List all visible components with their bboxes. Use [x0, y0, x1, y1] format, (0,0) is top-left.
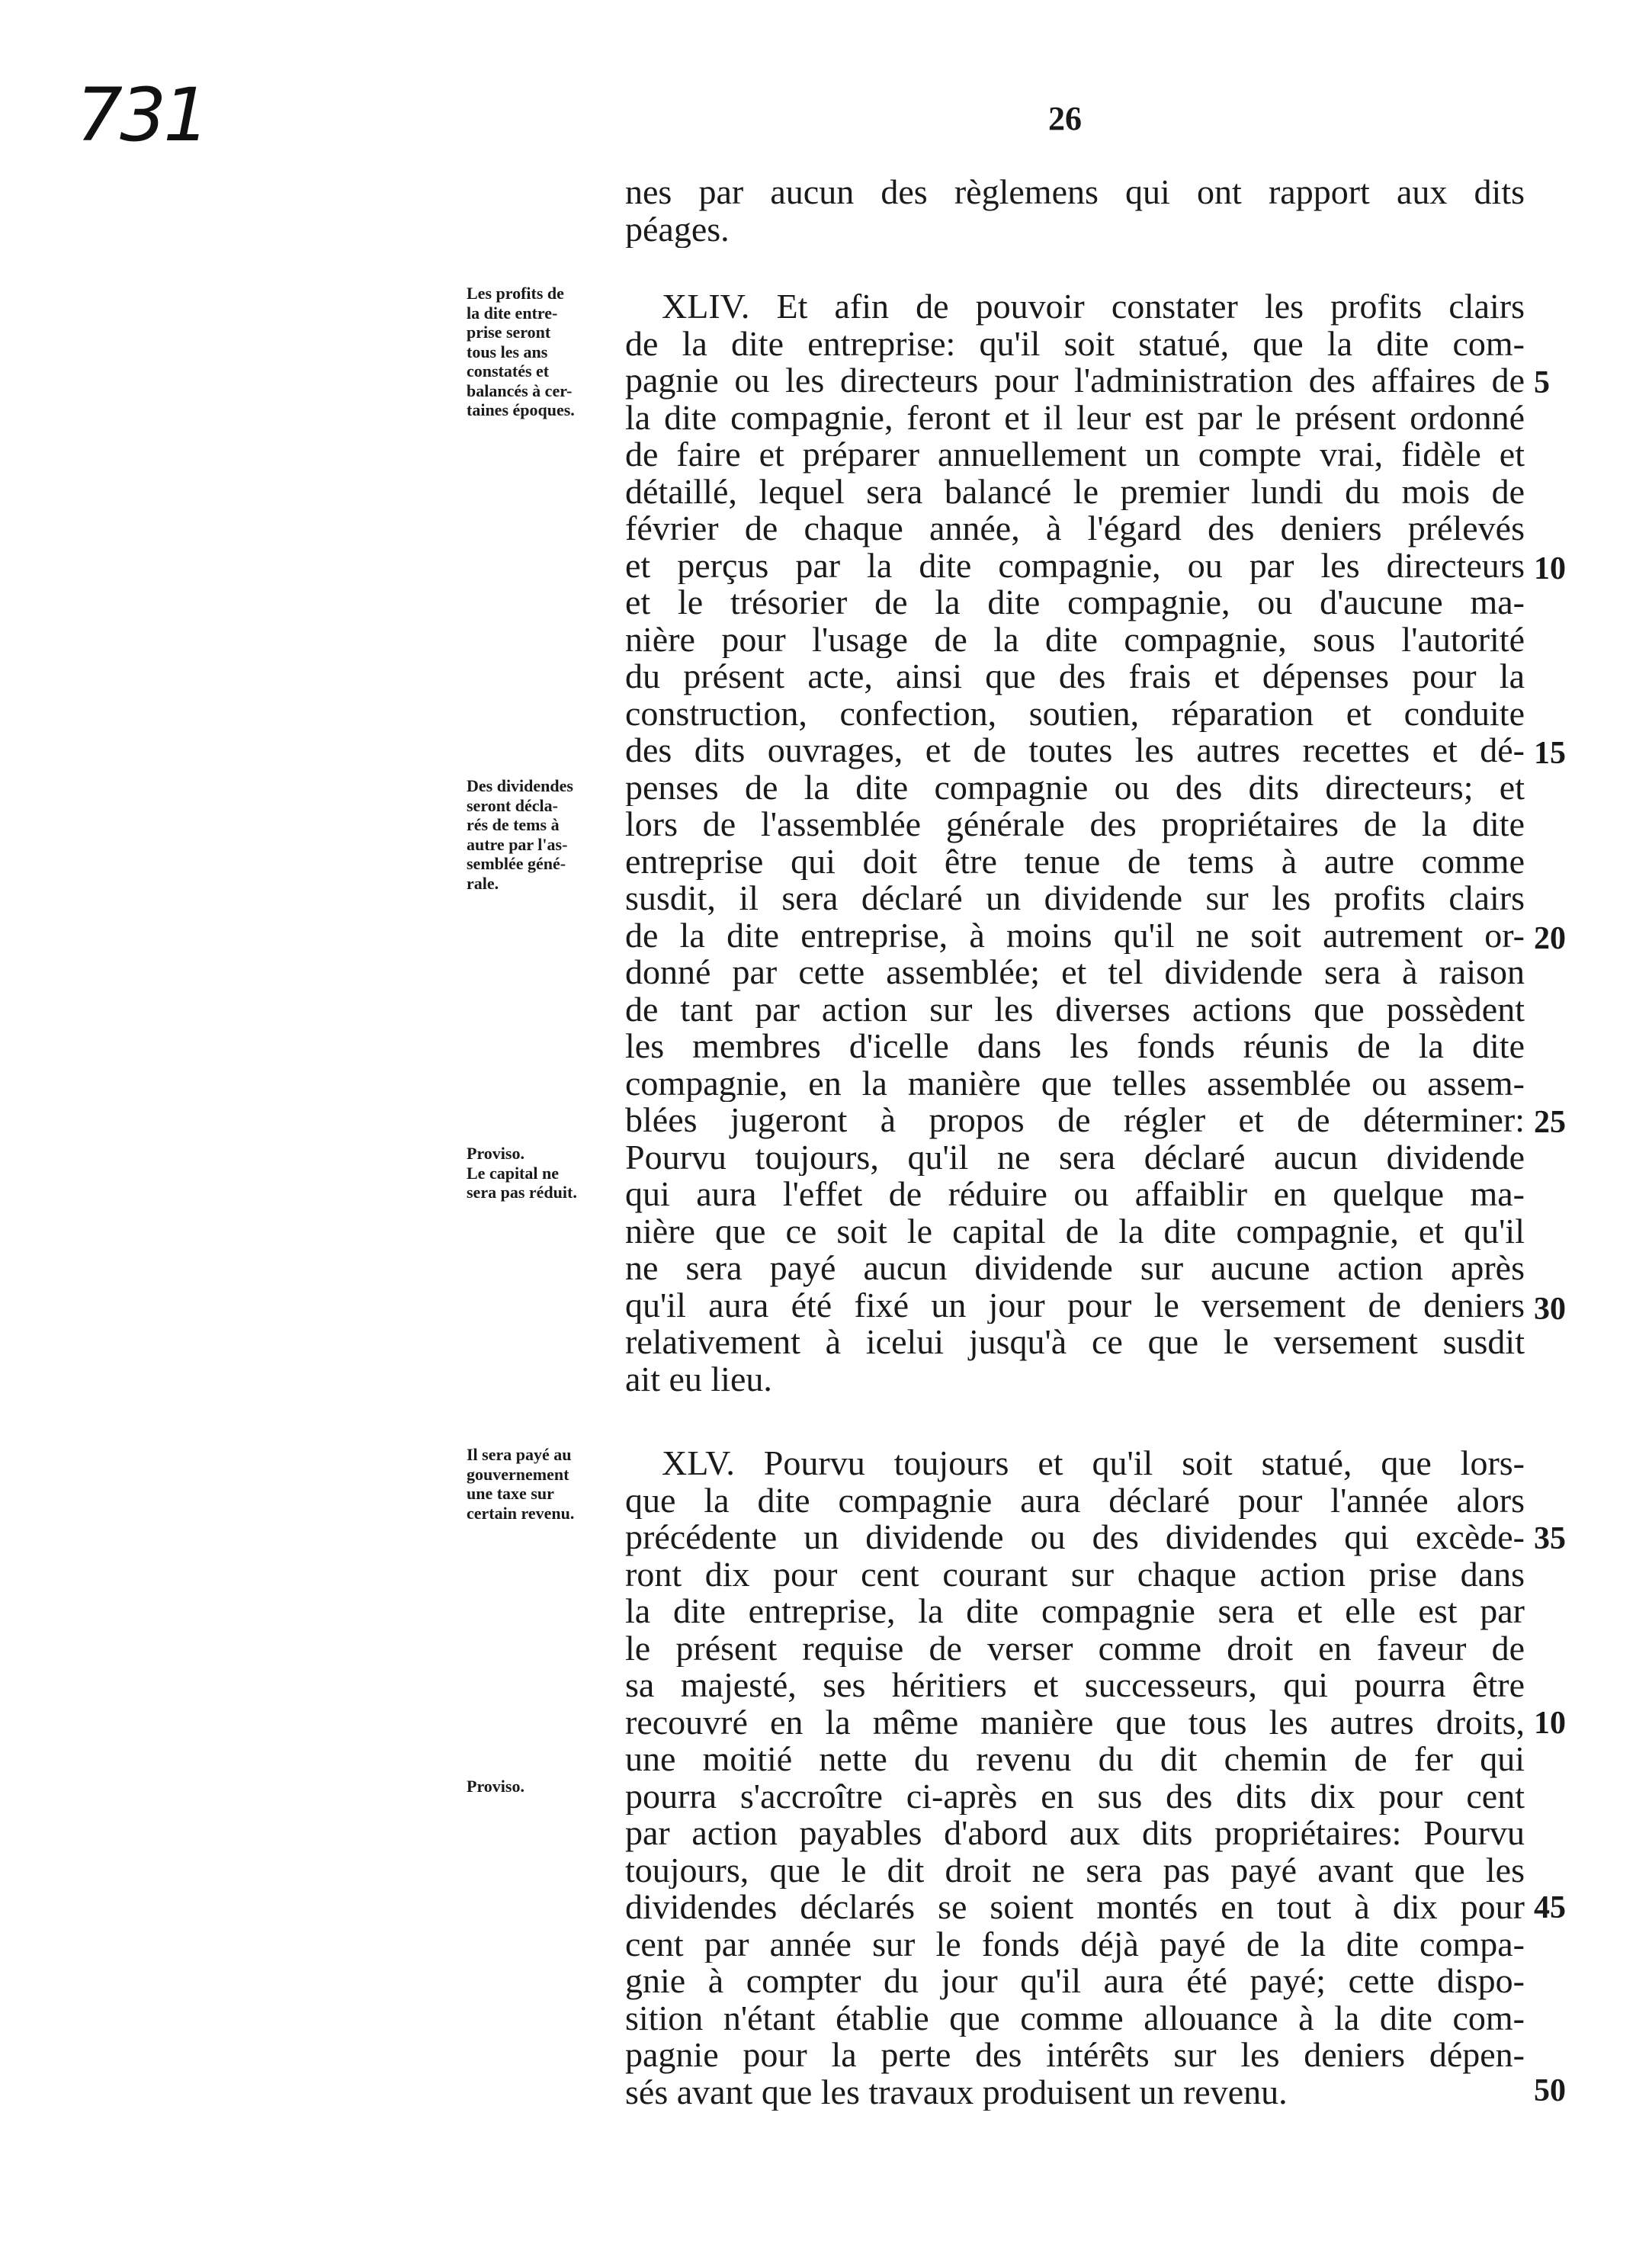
- text-line: péages.: [625, 210, 730, 248]
- text-block-continuation: [625, 174, 1525, 248]
- text-line: le présent requise de verser comme droit en faveur de: [625, 1629, 1525, 1667]
- text-line: la dite compagnie, feront et il leur est par le présent ordonné: [625, 399, 1525, 436]
- text-line: construction, confection, soutien, réparation et conduite: [625, 695, 1525, 732]
- text-line: précédente un dividende ou des dividendes qui excède-: [625, 1519, 1525, 1556]
- text-line: blées jugeront à propos de régler et de déterminer:: [625, 1102, 1525, 1139]
- text-line: sition n'étant établie que comme allouance à la dite com-: [625, 1999, 1525, 2037]
- margin-note-dividends: Des dividendes seront décla- rés de tems à autre par l'as- semblée géné- rale.: [467, 776, 573, 893]
- page-number: 26: [1048, 100, 1082, 137]
- text-line: nes par aucun des règlemens qui ont rapport aux dits: [625, 174, 1525, 211]
- text-line: de la dite entreprise, à moins qu'il ne soit autrement or-: [625, 917, 1525, 954]
- text-line: les membres d'icelle dans les fonds réunis de la dite: [625, 1028, 1525, 1065]
- text-line: pagnie pour la perte des intérêts sur les deniers dépen-: [625, 2037, 1525, 2074]
- line-number: 25: [1534, 1105, 1566, 1140]
- text-line: gnie à compter du jour qu'il aura été payé; cette dispo-: [625, 1963, 1525, 2000]
- text-line: de faire et préparer annuellement un compte vrai, fidèle et: [625, 436, 1525, 474]
- text-line: nière que ce soit le capital de la dite compagnie, et qu'il: [625, 1212, 1525, 1250]
- section-xliv: [625, 288, 1525, 1398]
- text-line: nière pour l'usage de la dite compagnie, sous l'autorité: [625, 621, 1525, 658]
- text-line: pagnie ou les directeurs pour l'administration des affaires de: [625, 362, 1525, 400]
- margin-note-capital: Proviso. Le capital ne sera pas réduit.: [467, 1144, 577, 1202]
- section-xlv: [625, 1445, 1525, 2111]
- text-line: et le trésorier de la dite compagnie, ou d'aucune ma-: [625, 584, 1525, 621]
- text-line: sa majesté, ses héritiers et successeurs, qui pourra être: [625, 1667, 1525, 1704]
- margin-note-proviso: Proviso.: [467, 1777, 524, 1796]
- margin-note-tax: Il sera payé au gouvernement une taxe sur certain revenu.: [467, 1445, 575, 1523]
- text-line: qu'il aura été fixé un jour pour le versement de deniers: [625, 1286, 1525, 1324]
- text-line: une moitié nette du revenu du dit chemin de fer qui: [625, 1741, 1525, 1778]
- text-line: février de chaque année, à l'égard des deniers prélevés: [625, 510, 1525, 547]
- text-line: que la dite compagnie aura déclaré pour l'année alors: [625, 1482, 1525, 1519]
- text-line: penses de la dite compagnie ou des dits directeurs; et: [625, 769, 1525, 806]
- text-line: par action payables d'abord aux dits propriétaires: Pourvu: [625, 1815, 1525, 1852]
- text-line: XLV. Pourvu toujours et qu'il soit statué, que lors-: [662, 1445, 1525, 1482]
- text-line: toujours, que le dit droit ne sera pas payé avant que les: [625, 1851, 1525, 1889]
- line-number: 20: [1534, 921, 1566, 956]
- line-number: 45: [1534, 1890, 1566, 1925]
- text-line: relativement à icelui jusqu'à ce que le versement susdit: [625, 1324, 1525, 1361]
- line-number: 10: [1534, 551, 1566, 586]
- text-line: ne sera payé aucun dividende sur aucune action après: [625, 1250, 1525, 1287]
- line-number: 5: [1534, 365, 1550, 400]
- text-line: ront dix pour cent courant sur chaque action prise dans: [625, 1556, 1525, 1593]
- text-line: la dite entreprise, la dite compagnie sera et elle est par: [625, 1593, 1525, 1630]
- text-line: susdit, il sera déclaré un dividende sur les profits clairs: [625, 880, 1525, 917]
- text-line: compagnie, en la manière que telles assemblée ou assem-: [625, 1064, 1525, 1102]
- line-number: 50: [1534, 2073, 1566, 2108]
- text-line: recouvré en la même manière que tous les autres droits,: [625, 1703, 1525, 1741]
- margin-note-profits: Les profits de la dite entre- prise seront tous les ans constatés et balancés à cer- taines époques.: [467, 284, 575, 419]
- text-line: du présent acte, ainsi que des frais et dépenses pour la: [625, 658, 1525, 695]
- text-line: sés avant que les travaux produisent un revenu.: [625, 2073, 1288, 2111]
- text-line: de tant par action sur les diverses actions que possèdent: [625, 990, 1525, 1028]
- text-line: XLIV. Et afin de pouvoir constater les profits clairs: [662, 288, 1525, 326]
- text-line: entreprise qui doit être tenue de tems à autre comme: [625, 843, 1525, 880]
- line-number: 30: [1534, 1292, 1566, 1327]
- text-line: lors de l'assemblée générale des propriétaires de la dite: [625, 806, 1525, 843]
- text-line: cent par année sur le fonds déjà payé de la dite compa-: [625, 1925, 1525, 1963]
- text-line: détaillé, lequel sera balancé le premier lundi du mois de: [625, 473, 1525, 510]
- text-line: pourra s'accroître ci-après en sus des dits dix pour cent: [625, 1777, 1525, 1815]
- text-line: Pourvu toujours, qu'il ne sera déclaré aucun dividende: [625, 1138, 1525, 1176]
- text-line: donné par cette assemblée; et tel dividende sera à raison: [625, 954, 1525, 991]
- line-number: 35: [1534, 1521, 1566, 1556]
- text-line: et perçus par la dite compagnie, ou par les directeurs: [625, 547, 1525, 584]
- text-line: de la dite entreprise: qu'il soit statué, que la dite com-: [625, 325, 1525, 362]
- text-line: qui aura l'effet de réduire ou affaiblir en quelque ma-: [625, 1176, 1525, 1213]
- text-line: dividendes déclarés se soient montés en tout à dix pour: [625, 1889, 1525, 1926]
- line-number: 15: [1534, 736, 1566, 771]
- handwritten-folio-number: 731: [76, 72, 207, 158]
- text-line: ait eu lieu.: [625, 1360, 772, 1398]
- line-number: 10: [1534, 1706, 1566, 1741]
- text-line: des dits ouvrages, et de toutes les autres recettes et dé-: [625, 732, 1525, 769]
